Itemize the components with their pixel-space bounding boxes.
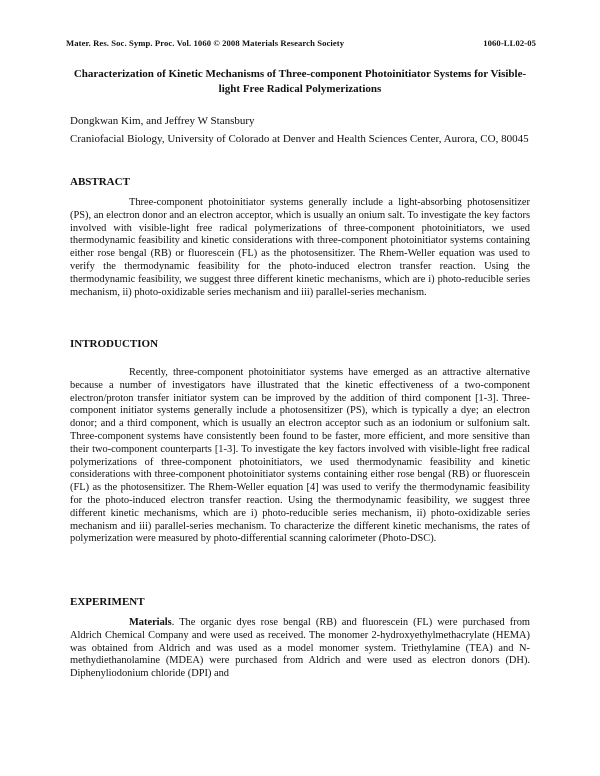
experiment-heading: EXPERIMENT: [70, 596, 145, 608]
introduction-heading: INTRODUCTION: [70, 338, 159, 350]
materials-text: . The organic dyes rose bengal (RB) and fluorescein (FL) were purchased from Aldrich Chemical Company and were used as received. The monomer 2-hydroxyethylmethacrylate (HEMA) was obtained from Aldrich and was used as a model monomer system. Triethylamine (TEA) and N-methydiethanolamine (MDEA) were purchased from Aldrich and were used as electron donors (DH). Diphenyliodonium chloride (DPI) and: [70, 617, 530, 680]
paper-title: Characterization of Kinetic Mechanisms of Three-component Photoinitiator Systems for Visible-light Free Radical Polymerizations: [73, 68, 527, 95]
author-list: Dongkwan Kim, and Jeffrey W Stansbury: [70, 115, 255, 127]
experiment-body: [70, 617, 530, 681]
journal-citation: Mater. Res. Soc. Symp. Proc. Vol. 1060 © 2008 Materials Research Society: [66, 38, 345, 48]
introduction-body: Recently, three-component photoinitiator systems have emerged as an attractive alternative because a number of investigators have illustrated that the kinetic effectiveness of a two-component electron/proton transfer initiator system can be improved by the addition of third component [1-3]. Three-component initiator systems generally include a photosensitizer (PS), which is typically a dye; an electron donor; and a third component, which is usually an electron acceptor such as an iodonium or sulfonium salt. Three-component systems have consistently been found to be faster, more efficient, and more sensitive than their two-component counterparts [1-3]. To investigate the key factors involved with visible-light free radical polymerizations of three-component photoinitiators, we used thermodynamic feasibility and kinetic considerations with three-component photoinitiator systems containing either rose bengal (RB) or fluorescein (FL) as the photosensitizer. The Rhem-Weller equation [4] was used to verify the thermodynamic feasibility for the photo-induced electron transfer reaction. Using the thermodynamic feasibility, we suggest three different kinetic mechanisms, which are i) photo-reducible series mechanism, ii) photo-oxidizable series mechanism and iii) parallel-series mechanism. To characterize the different kinetic mechanisms, the rates of polymerization were measured by photo-differential scanning calorimeter (Photo-DSC).: [70, 367, 530, 545]
materials-lead: Materials: [129, 617, 172, 628]
abstract-heading: ABSTRACT: [70, 176, 130, 188]
affiliation: Craniofacial Biology, University of Colorado at Denver and Health Sciences Center, Aurora, CO, 80045: [70, 133, 529, 145]
abstract-body: Three-component photoinitiator systems generally include a light-absorbing photosensitizer (PS), an electron donor and an electron acceptor, which is usually an onium salt. To investigate the key factors involved with visible-light free radical polymerizations of three-component photoinitiators, we used thermodynamic feasibility and kinetic considerations with three-component photoinitiator systems containing either rose bengal (RB) or fluorescein (FL) as the photosensitizer. The Rhem-Weller equation was used to verify the thermodynamic feasibility for the photo-induced electron transfer reaction. Using the thermodynamic feasibility, we suggest three different kinetic mechanisms, which are i) photo-reducible series mechanism, ii) photo-oxidizable series mechanism and iii) parallel-series mechanism.: [70, 197, 530, 298]
paper-id: 1060-LL02-05: [483, 38, 536, 48]
